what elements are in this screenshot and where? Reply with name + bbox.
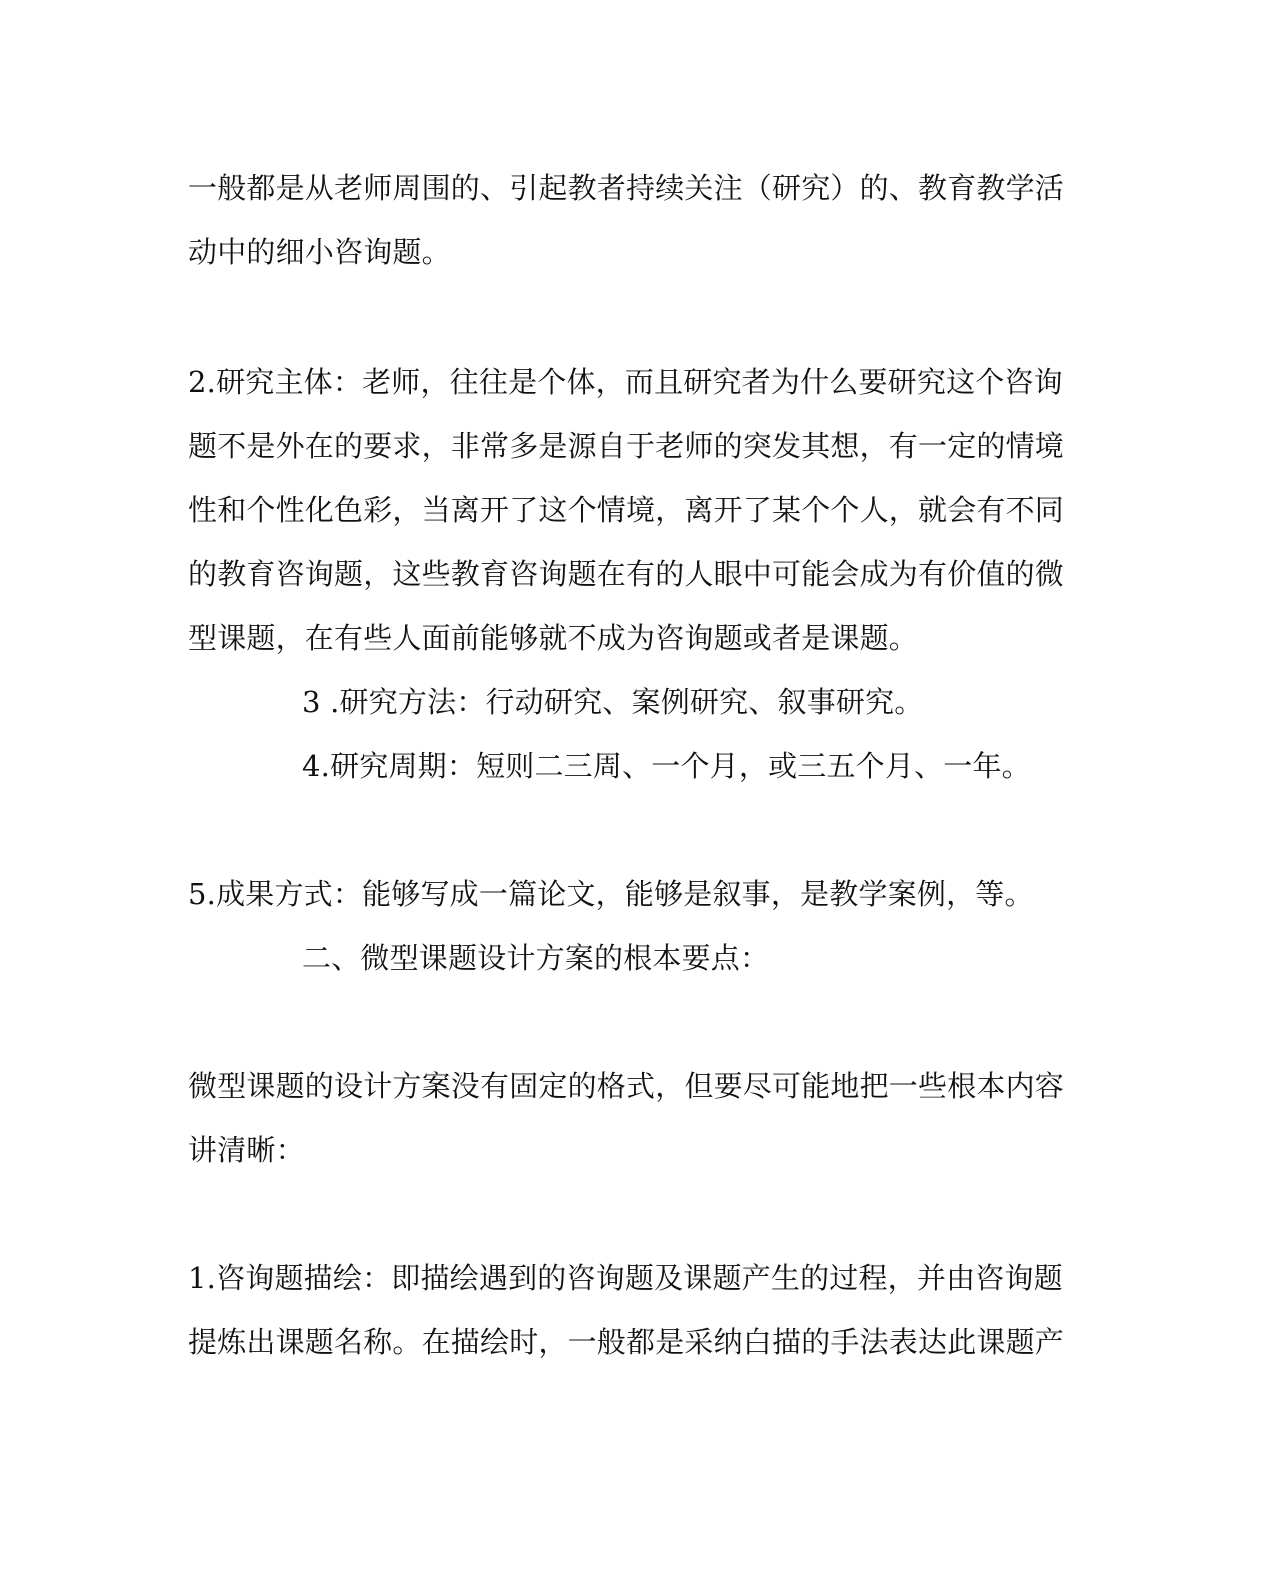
text-line: 4.研究周期：短则二三周、一个月，或三五个月、一年。	[302, 749, 1031, 783]
section-heading: 二、微型课题设计方案的根本要点：	[302, 941, 770, 975]
text-line: 2.研究主体：老师，往往是个体，而且研究者为什么要研究这个咨询	[188, 365, 1063, 399]
text-line: 提炼出课题名称。在描绘时，一般都是采纳白描的手法表达此课题产	[188, 1325, 1065, 1359]
text-line: 一般都是从老师周围的、引起教者持续关注（研究）的、教育教学活	[188, 171, 1065, 205]
text-line: 5.成果方式：能够写成一篇论文，能够是叙事，是教学案例，等。	[188, 877, 1034, 911]
text-line: 1.咨询题描绘：即描绘遇到的咨询题及课题产生的过程，并由咨询题	[188, 1261, 1063, 1295]
text-line: 题不是外在的要求，非常多是源自于老师的突发其想，有一定的情境	[188, 429, 1065, 463]
text-line: 型课题，在有些人面前能够就不成为咨询题或者是课题。	[188, 621, 919, 655]
text-line: 讲清晰：	[188, 1133, 305, 1167]
text-line: 3 .研究方法：行动研究、案例研究、叙事研究。	[302, 685, 924, 719]
text-line: 性和个性化色彩，当离开了这个情境，离开了某个个人，就会有不同	[188, 493, 1065, 527]
text-line: 动中的细小咨询题。	[188, 235, 451, 269]
text-line: 微型课题的设计方案没有固定的格式，但要尽可能地把一些根本内容	[188, 1069, 1065, 1103]
text-line: 的教育咨询题，这些教育咨询题在有的人眼中可能会成为有价值的微	[188, 557, 1065, 591]
